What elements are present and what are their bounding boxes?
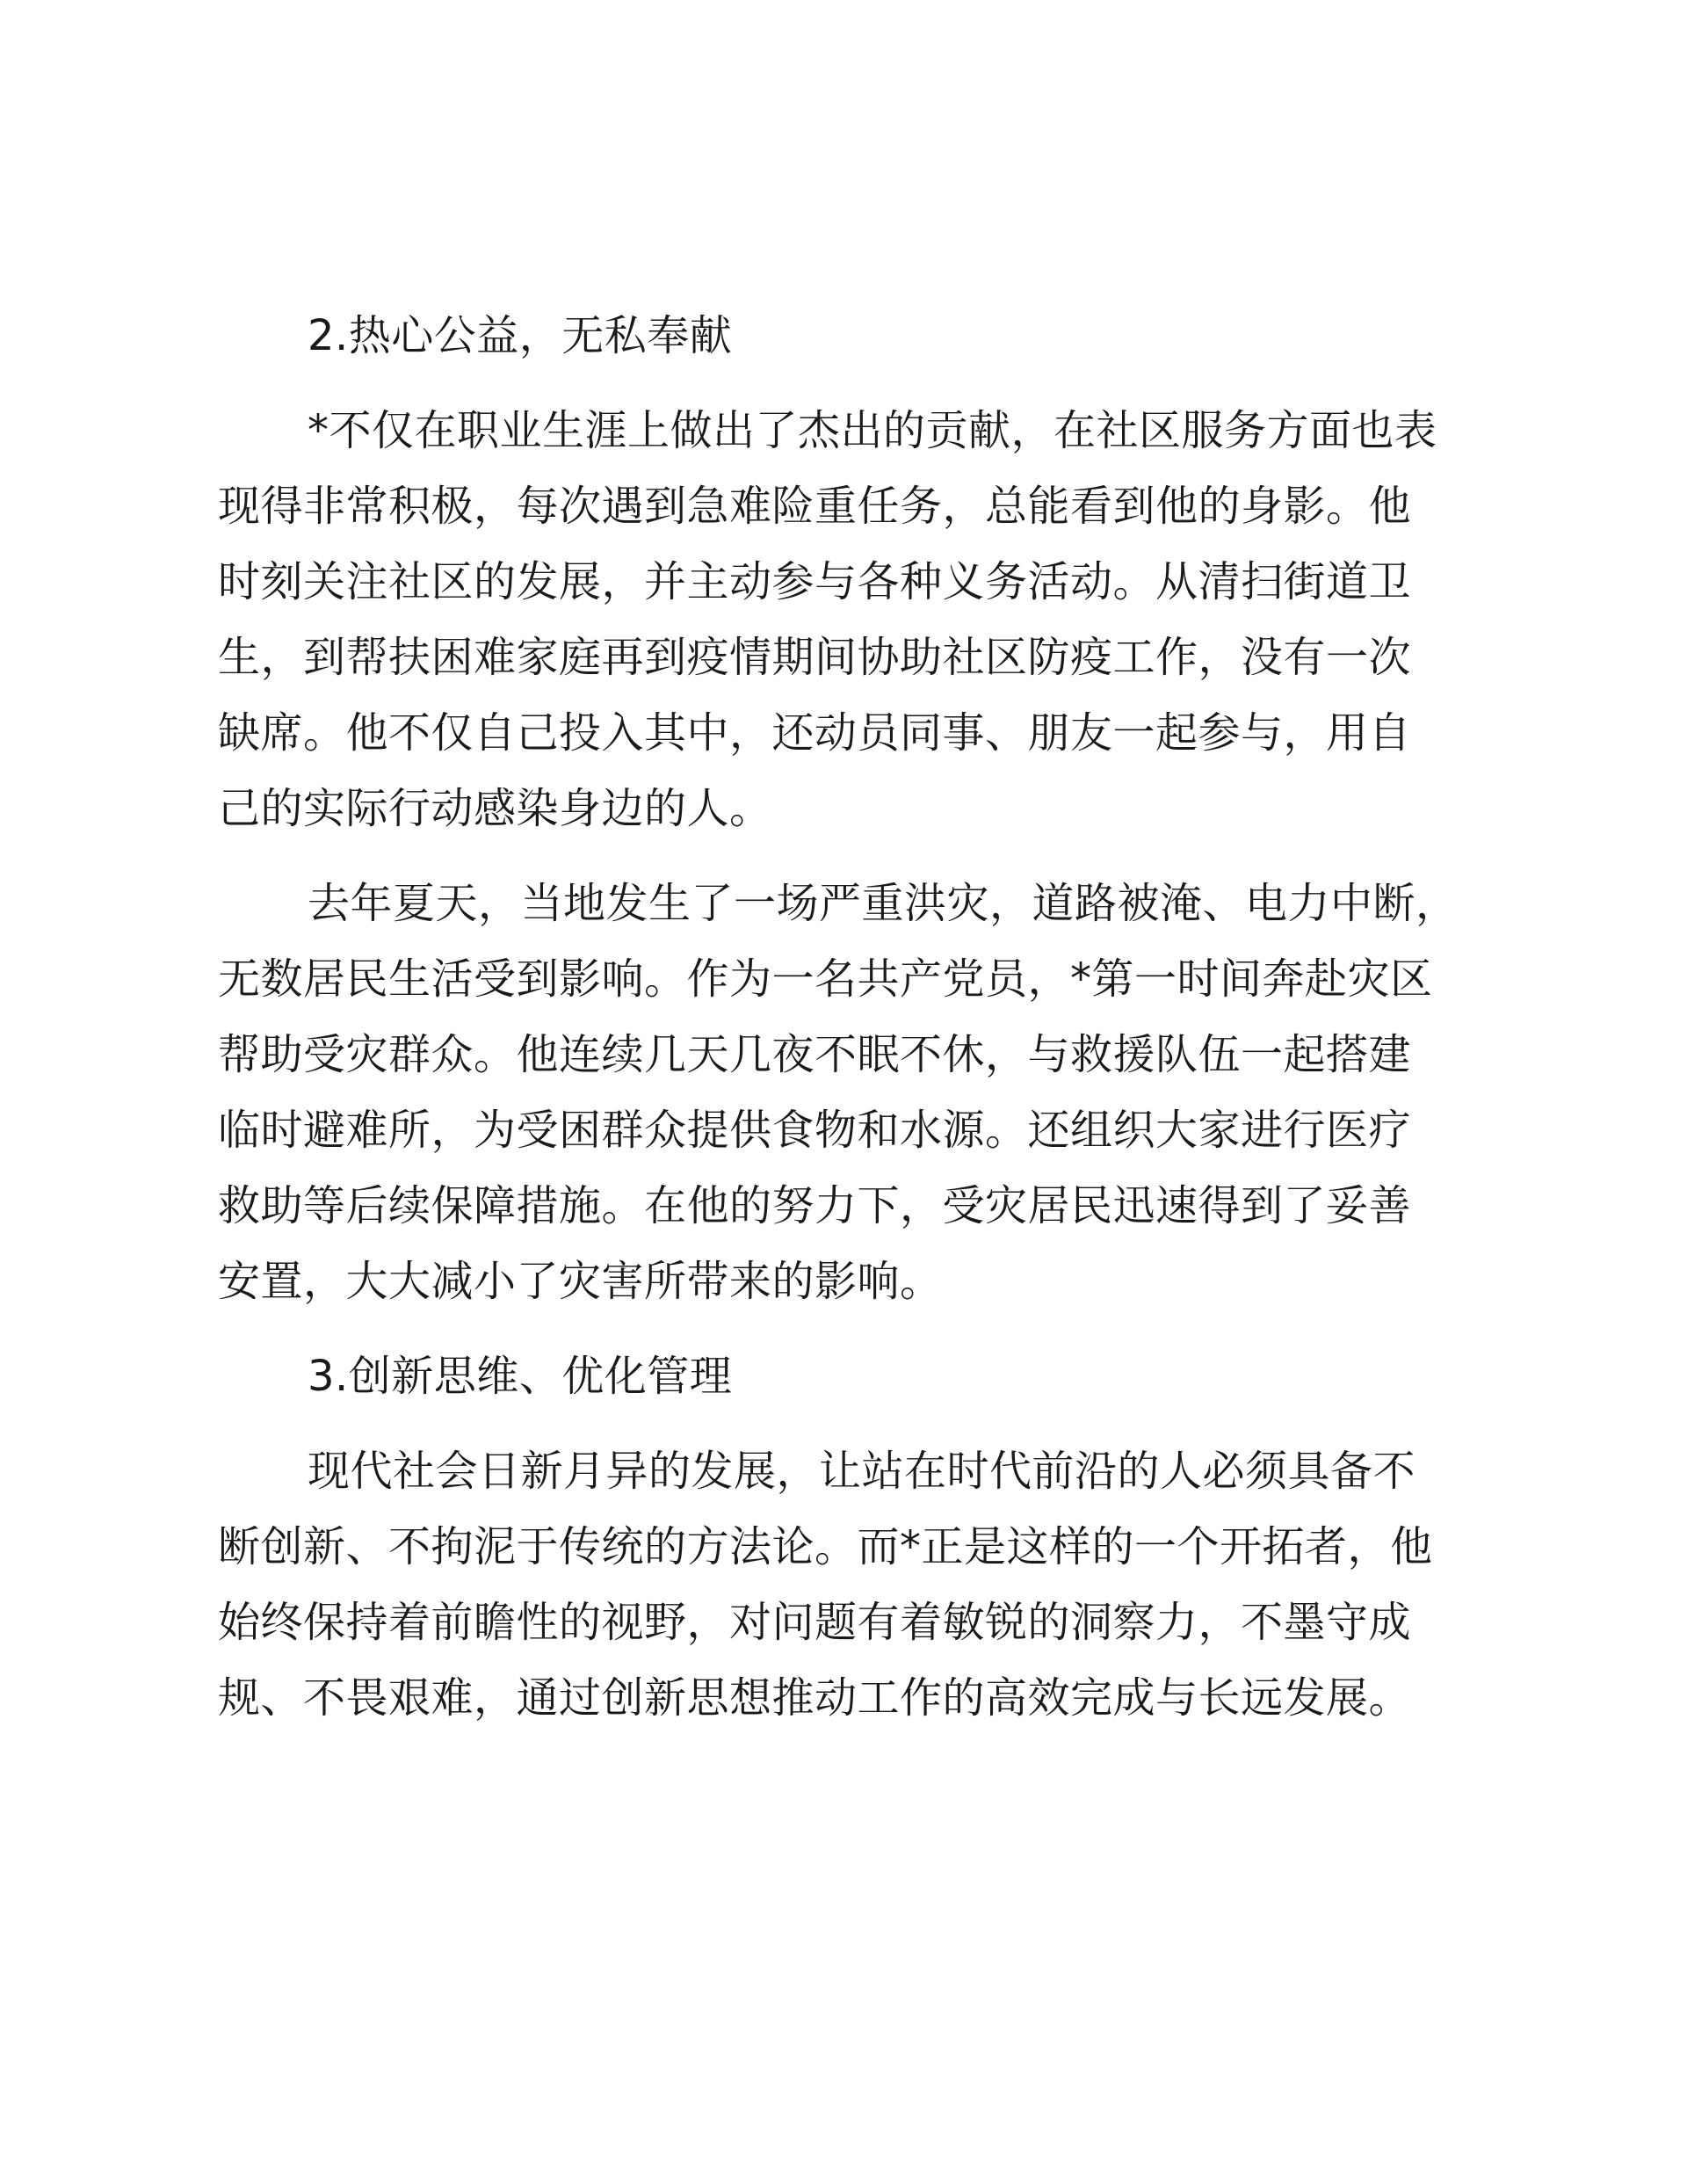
paragraph-line: *不仅在职业生涯上做出了杰出的贡献，在社区服务方面也表 [308, 406, 1437, 455]
paragraph-line: 时刻关注社区的发展，并主动参与各种义务活动。从清扫街道卫 [218, 557, 1412, 606]
paragraph-line: 缺席。他不仅自己投入其中，还动员同事、朋友一起参与，用自 [218, 708, 1412, 758]
paragraph-line: 无数居民生活受到影响。作为一名共产党员，*第一时间奔赴灾区 [218, 954, 1433, 1004]
paragraph-line: 始终保持着前瞻性的视野，对问题有着敏锐的洞察力，不墨守成 [218, 1598, 1412, 1647]
paragraph-3 [218, 1433, 1492, 1736]
paragraph-line: 安置，大大减小了灾害所带来的影响。 [218, 1257, 943, 1306]
paragraph-line: 规、不畏艰难，通过创新思想推动工作的高效完成与长远发展。 [218, 1673, 1412, 1723]
paragraph-2 [218, 866, 1492, 1319]
paragraph-line: 己的实际行动感染身边的人。 [218, 784, 772, 833]
paragraph-line: 去年夏天，当地发生了一场严重洪灾，道路被淹、电力中断， [308, 879, 1459, 928]
paragraph-1 [218, 393, 1492, 846]
paragraph-line: 生，到帮扶困难家庭再到疫情期间协助社区防疫工作，没有一次 [218, 633, 1412, 682]
paragraph-line: 现代社会日新月异的发展，让站在时代前沿的人必须具备不 [308, 1447, 1416, 1496]
section-heading-2: 2.热心公益，无私奉献 [308, 311, 733, 360]
paragraph-line: 救助等后续保障措施。在他的努力下，受灾居民迅速得到了妥善 [218, 1181, 1412, 1230]
section-heading-3: 3.创新思维、优化管理 [308, 1352, 733, 1401]
paragraph-line: 现得非常积极，每次遇到急难险重任务，总能看到他的身影。他 [218, 482, 1412, 531]
paragraph-line: 断创新、不拘泥于传统的方法论。而*正是这样的一个开拓者，他 [218, 1522, 1433, 1571]
paragraph-line: 帮助受灾群众。他连续几天几夜不眠不休，与救援队伍一起搭建 [218, 1030, 1412, 1079]
paragraph-line: 临时避难所，为受困群众提供食物和水源。还组织大家进行医疗 [218, 1106, 1412, 1155]
